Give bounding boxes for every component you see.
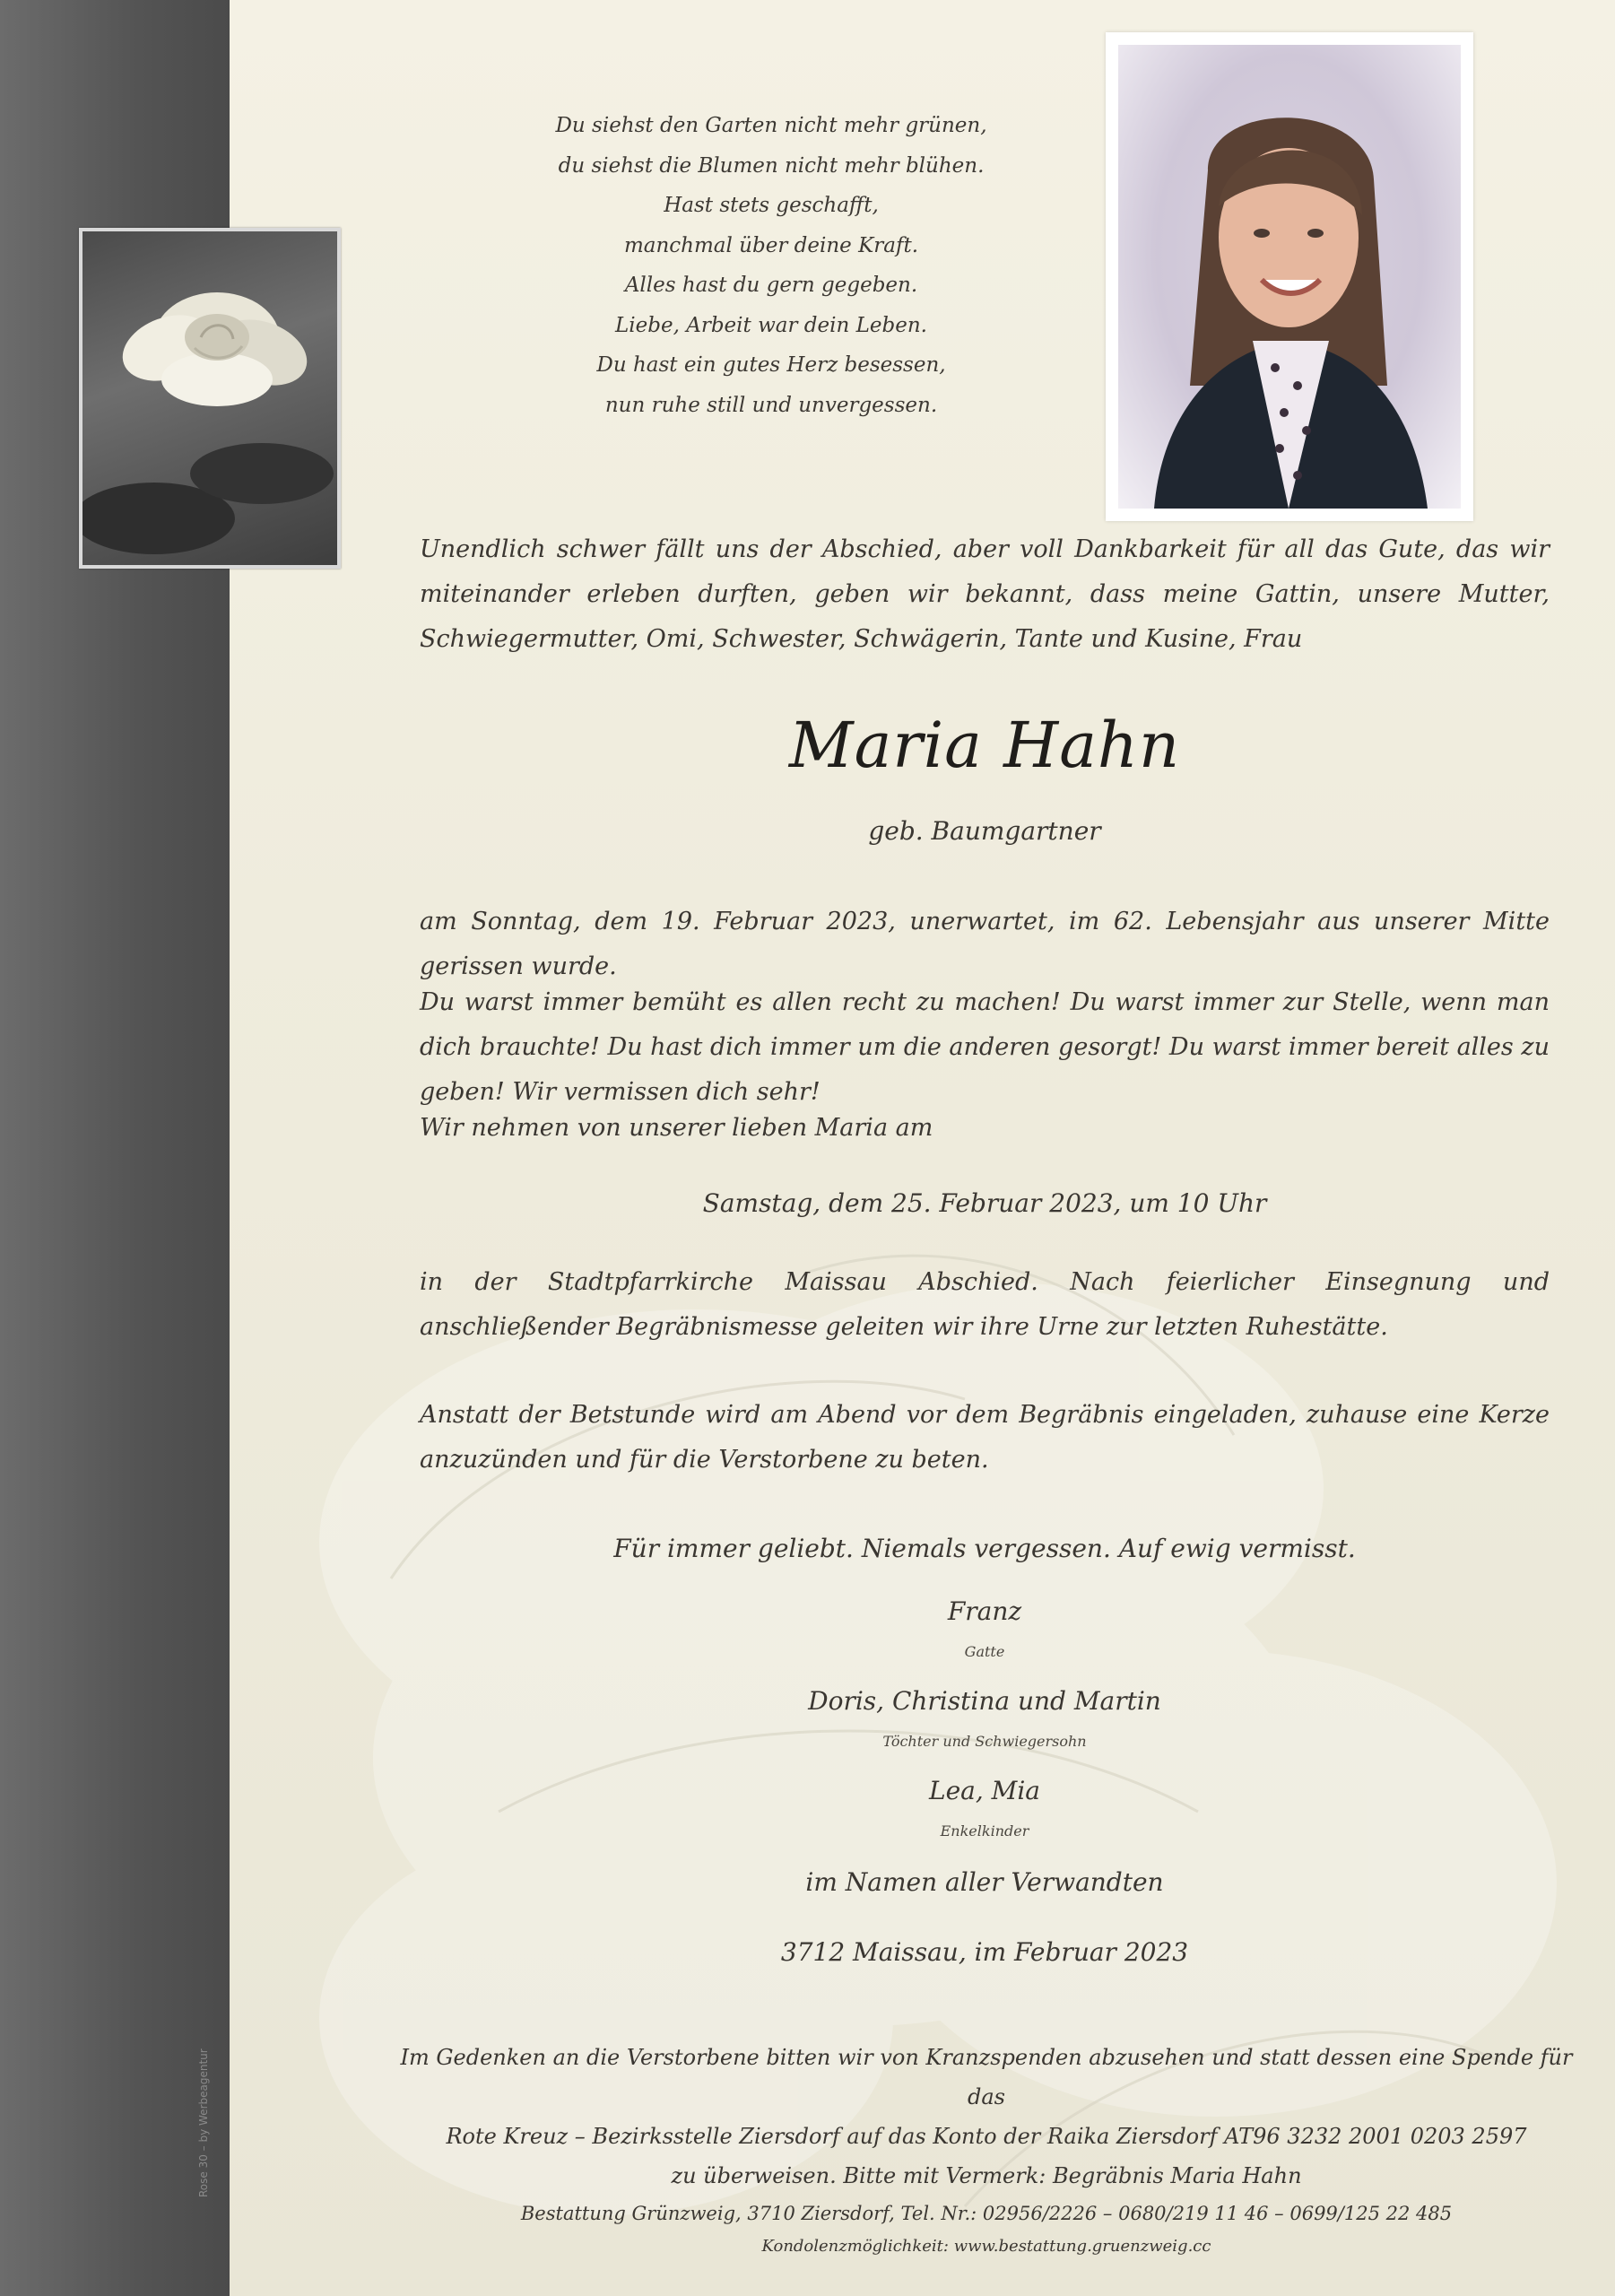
side-credit: Rose 30 – by Werbeagentur <box>197 2048 210 2197</box>
donation-request <box>395 2038 1578 2196</box>
poem-line: Du siehst den Garten nicht mehr grünen, <box>555 114 987 137</box>
poem-line: Hast stets geschafft, <box>664 194 879 217</box>
condolence-link[interactable]: Kondolenzmöglichkeit: www.bestattung.gruenzweig.cc <box>761 2237 1211 2256</box>
rose-icon <box>82 231 337 565</box>
funeral-home-contact: Bestattung Grünzweig, 3710 Ziersdorf, Tel. Nr.: 02956/2226 – 0680/219 11 46 – 0699/125 22 485 <box>520 2203 1453 2224</box>
poem-line: Liebe, Arbeit war dein Leben. <box>615 313 927 337</box>
poem-line: nun ruhe still und unvergessen. <box>604 393 938 417</box>
deceased-name: Maria Hahn <box>788 709 1181 782</box>
donation-line: Rote Kreuz – Bezirksstelle Ziersdorf auf das Konto der Raika Ziersdorf AT96 3232 2001 0203 2597 <box>446 2124 1527 2149</box>
intro-paragraph: Unendlich schwer fällt uns der Abschied, aber voll Dankbarkeit für all das Gute, das wir miteinander erleben durften, geben wir bekannt, dass meine Gattin, unsere Mutter, Schwiegermutter, Omi, Schwester, Schwägerin, Tante und Kusine, Frau <box>420 535 1550 653</box>
mourner-names: Lea, Mia <box>929 1776 1040 1805</box>
mourner-role: Töchter und Schwiegersohn <box>882 1733 1087 1750</box>
poem-line: du siehst die Blumen nicht mehr blühen. <box>558 153 985 178</box>
memorial-poem <box>502 106 1040 425</box>
mourner-names: Franz <box>947 1596 1022 1626</box>
poem-line: manchmal über deine Kraft. <box>623 233 919 257</box>
funeral-place-paragraph: in der Stadtpfarrkirche Maissau Abschied. Nach feierlicher Einsegnung und anschließender Begräbnismesse geleiten wir ihre Urne zur letzten Ruhestätte. <box>420 1268 1550 1341</box>
donation-line: zu überweisen. Bitte mit Vermerk: Begräbnis Maria Hahn <box>671 2163 1302 2188</box>
mourner-role: Gatte <box>964 1643 1005 1660</box>
place-date: 3712 Maissau, im Februar 2023 <box>780 1937 1189 1967</box>
donation-line: Im Gedenken an die Verstorbene bitten wir von Kranzspenden abzusehen und statt dessen eine Spende für das <box>400 2045 1573 2109</box>
relatives-line: im Namen aller Verwandten <box>805 1867 1164 1897</box>
maiden-name: geb. Baumgartner <box>868 816 1101 846</box>
motto: Für immer geliebt. Niemals vergessen. Auf ewig vermisst. <box>613 1534 1356 1563</box>
poem-line: Alles hast du gern gegeben. <box>624 274 918 297</box>
mourner-names: Doris, Christina und Martin <box>808 1686 1161 1716</box>
tribute-paragraph: Du warst immer bemüht es allen recht zu machen! Du warst immer zur Stelle, wenn man dich brauchte! Du hast dich immer um die anderen gesorgt! Du warst immer bereit alles zu geben! Wir vermissen dich sehr! <box>420 988 1550 1106</box>
flower-image <box>79 228 341 569</box>
person-portrait-icon <box>1118 45 1461 509</box>
poem-line: Du hast ein gutes Herz besessen, <box>596 353 946 377</box>
candle-note-paragraph: Anstatt der Betstunde wird am Abend vor dem Begräbnis eingeladen, zuhause eine Kerze anzuzünden und für die Verstorbene zu beten. <box>420 1401 1550 1474</box>
mourner-role: Enkelkinder <box>940 1822 1029 1839</box>
funeral-date: Samstag, dem 25. Februar 2023, um 10 Uhr <box>702 1188 1267 1218</box>
portrait-photo <box>1106 32 1473 521</box>
farewell-intro: Wir nehmen von unserer lieben Maria am <box>420 1114 933 1142</box>
death-notice: am Sonntag, dem 19. Februar 2023, unerwartet, im 62. Lebensjahr aus unserer Mitte gerissen wurde. <box>420 908 1550 980</box>
